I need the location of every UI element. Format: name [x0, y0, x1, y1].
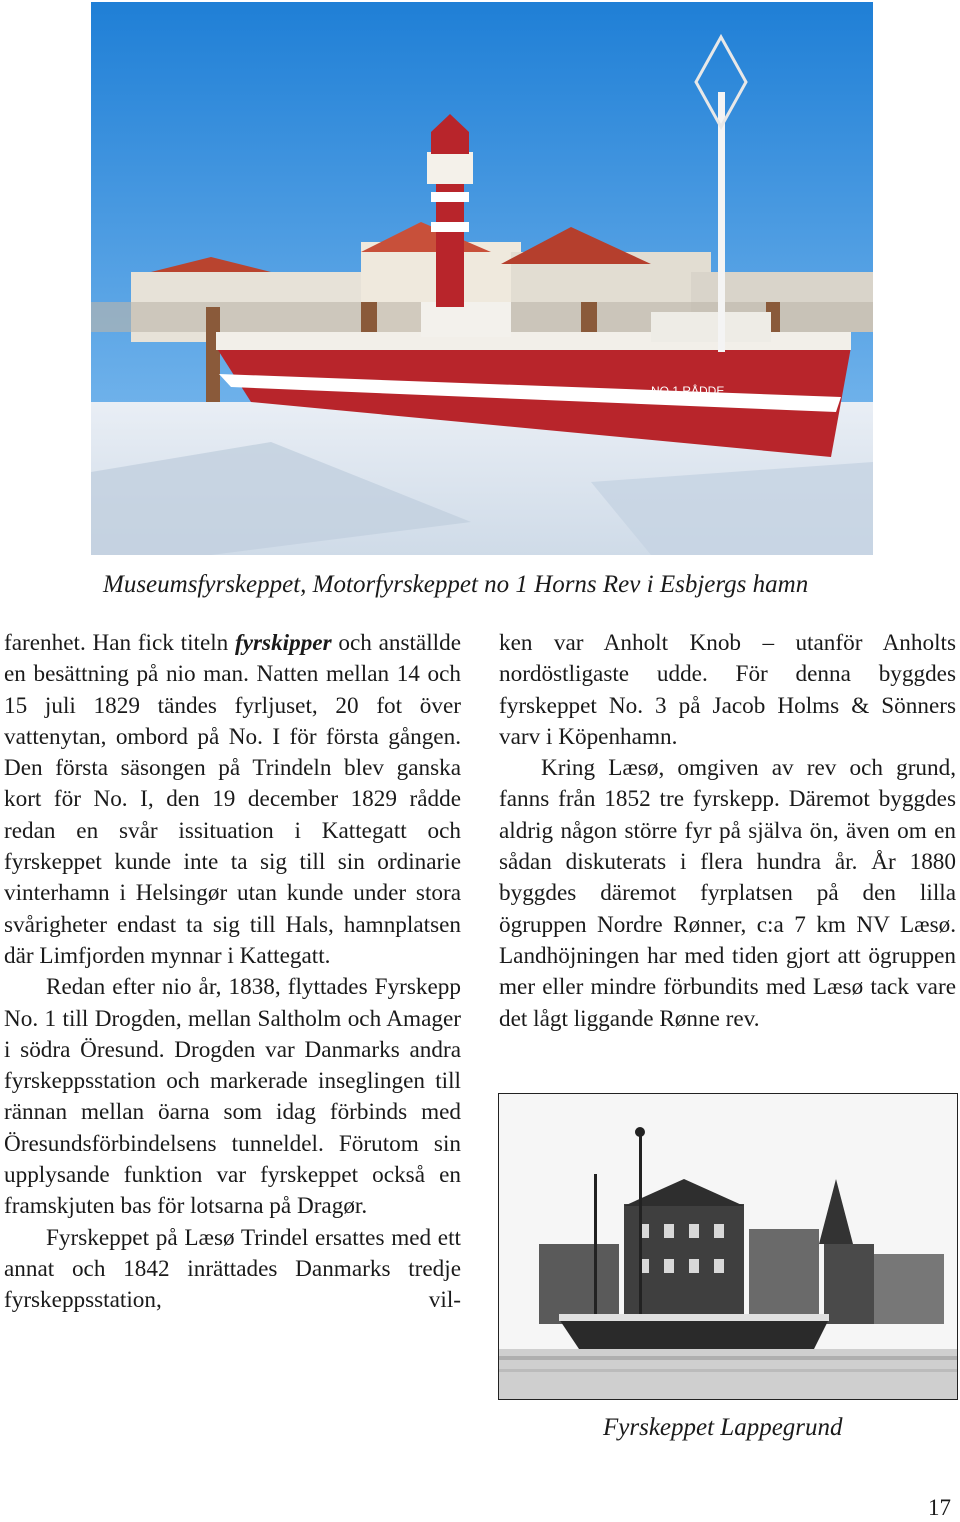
- bottom-photo-caption: Fyrskeppet Lappegrund: [603, 1414, 843, 1441]
- left-paragraph-1-rest: och anställde en besättning på nio man. Natten mellan 14 och 15 juli 1829 tändes fyrljuset, 20 fot över vattenytan, ombord på No. I för första gången. Den första säsongen på Trindeln blev ganska kort för No. I, den 19 december 1829 rådde redan en svår issituation i Kattegatt och fyrskeppet kunde inte ta sig till sin ordinarie vinterhamn i Helsingør utan kunde under stora svårigheter endast ta sig till Hals, hamnplatsen där Limfjorden mynnar i Kattegatt.: [4, 630, 461, 969]
- left-paragraph-1: [4, 628, 461, 972]
- right-paragraph-2: Kring Læsø, omgiven av rev och grund, fanns från 1852 tre fyrskepp. Däremot byggdes aldrig någon större fyr på själva ön, även om en sådan diskuterats i flera hundra år. År 1880 byggdes däremot fyrplatsen på den lilla ögruppen Nordre Rønner, c:a 7 km NV Læsø. Landhöjningen har med tiden gjort att ögruppen mer eller mindre förbundits med Læsø tack vare det lågt liggande Rønne rev.: [499, 755, 956, 1032]
- hull-name-text: NO 1 RÅDDE: [651, 384, 725, 398]
- left-paragraph-3: Fyrskeppet på Læsø Trindel ersattes med ett annat och 1842 inrättades Danmarks tredje fyrskeppsstation, vil-: [4, 1224, 461, 1314]
- right-paragraph-1: ken var Anholt Knob – utanför Anholts nordöstligaste udde. För denna byggdes fyrskeppet No. 3 på Jacob Holms & Sönners varv i Köpenhamn.: [499, 630, 956, 750]
- top-photo: [91, 2, 873, 555]
- bottom-photo: [498, 1093, 958, 1400]
- left-paragraph-1-start: farenhet. Han fick titeln: [4, 630, 236, 656]
- top-photo-caption: Museumsfyrskeppet, Motorfyrskeppet no 1 Horns Rev i Esbjergs hamn: [103, 571, 809, 598]
- fyrskipper-term: fyrskipper: [235, 630, 332, 656]
- left-paragraph-2: Redan efter nio år, 1838, flyttades Fyrskepp No. 1 till Drogden, mellan Saltholm och Amager i södra Öresund. Drogden var Danmarks andra fyrskeppsstation och markerade inseglingen till rännan mellan öarna som idag förbinds med Öresundsförbindelsens tunneldel. Förutom sin upplysande funktion var fyrskeppet också en framskjuten bas för lotsarna på Dragør.: [4, 974, 461, 1220]
- right-column: [499, 628, 956, 1035]
- left-column: [4, 628, 461, 1317]
- page-number: 17: [928, 1495, 951, 1520]
- lightship-lappegrund-photo: [499, 1094, 957, 1399]
- lightship-horns-rev-photo: [91, 2, 873, 555]
